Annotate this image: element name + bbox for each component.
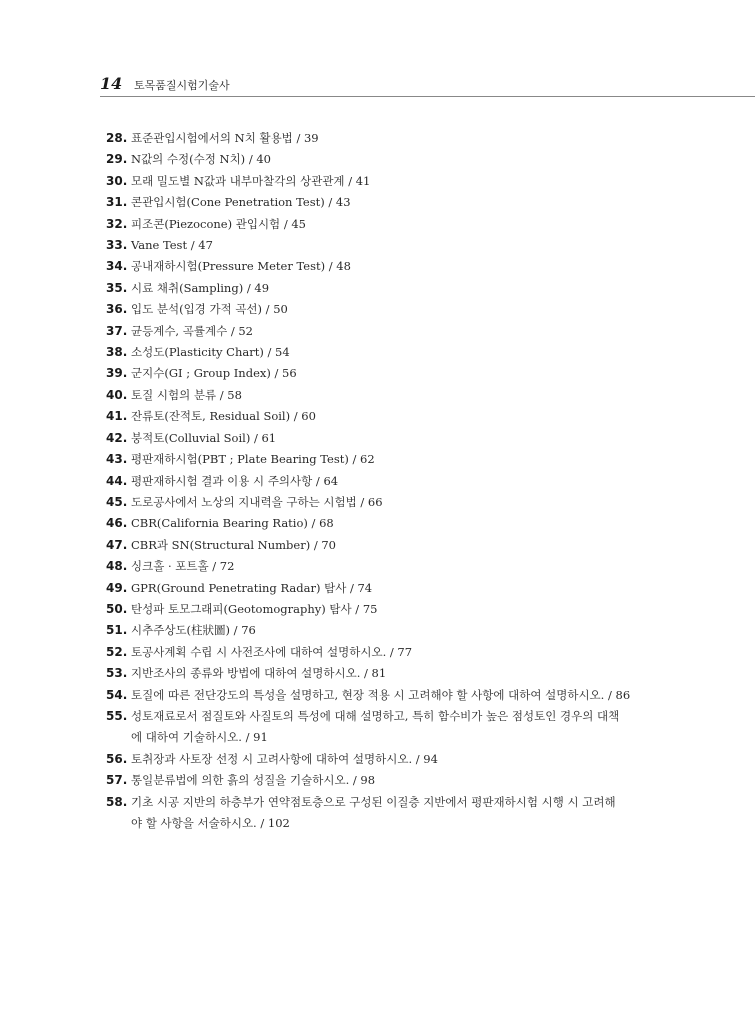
toc-entry[interactable]: [106, 278, 666, 299]
toc-entry-number: 51.: [106, 623, 128, 638]
toc-entry-number: 49.: [106, 580, 128, 595]
toc-entry[interactable]: [106, 642, 666, 663]
toc-entry-title: 입도 분석(입경 가적 곡선) / 50: [131, 302, 288, 317]
toc-entry[interactable]: [106, 599, 666, 620]
toc-entry-title: 싱크홀 · 포트홀 / 72: [131, 559, 235, 574]
toc-entry-number: 57.: [106, 773, 128, 788]
toc-entry[interactable]: [106, 792, 666, 835]
toc-entry[interactable]: [106, 171, 666, 192]
toc-entry-number: 38.: [106, 345, 128, 360]
toc-entry-title: 평판재하시험 결과 이용 시 주의사항 / 64: [131, 473, 339, 488]
header-divider: [100, 96, 755, 97]
toc-entry[interactable]: [106, 513, 666, 534]
toc-entry-number: 56.: [106, 751, 128, 766]
toc-entry-number: 35.: [106, 280, 128, 295]
toc-entry-title: 표준관입시험에서의 N치 활용법 / 39: [131, 131, 319, 145]
toc-entry[interactable]: [106, 685, 666, 706]
toc-entry[interactable]: [106, 449, 666, 470]
toc-entry-title: 콘관입시험(Cone Penetration Test) / 43: [131, 195, 351, 210]
toc-entry-title: 소성도(Plasticity Chart) / 54: [131, 345, 290, 360]
toc-entry-number: 47.: [106, 537, 128, 552]
toc-entry-number: 55.: [106, 708, 128, 723]
toc-entry[interactable]: [106, 749, 666, 770]
toc-entry-number: 43.: [106, 452, 128, 467]
toc-entry-number: 40.: [106, 387, 128, 402]
toc-entry[interactable]: [106, 706, 666, 749]
toc-entry-title: 토질 시험의 분류 / 58: [131, 387, 242, 402]
table-of-contents: [106, 128, 666, 834]
toc-entry-title: 공내재하시험(Pressure Meter Test) / 48: [131, 259, 351, 274]
toc-entry-number: 46.: [106, 516, 128, 531]
toc-entry-number: 48.: [106, 559, 128, 574]
toc-entry[interactable]: [106, 770, 666, 791]
toc-entry[interactable]: [106, 363, 666, 384]
toc-entry-title: 탄성파 토모그래피(Geotomography) 탐사 / 75: [131, 601, 378, 616]
toc-entry[interactable]: [106, 299, 666, 320]
toc-entry-number: 41.: [106, 409, 128, 424]
toc-entry-title: 피조콘(Piezocone) 관입시험 / 45: [131, 216, 306, 231]
toc-entry[interactable]: [106, 256, 666, 277]
page-number: 14: [100, 74, 123, 93]
toc-entry-title: GPR(Ground Penetrating Radar) 탐사 / 74: [131, 580, 373, 595]
toc-entry-number: 58.: [106, 794, 128, 809]
toc-entry-number: 53.: [106, 666, 128, 681]
toc-entry-title: 군지수(GI ; Group Index) / 56: [131, 366, 297, 381]
toc-entry[interactable]: [106, 149, 666, 170]
toc-entry-title: 시료 채취(Sampling) / 49: [131, 280, 270, 295]
toc-entry-number: 42.: [106, 430, 128, 445]
page-header: [100, 74, 230, 96]
toc-entry[interactable]: [106, 128, 666, 149]
toc-entry[interactable]: [106, 535, 666, 556]
toc-entry[interactable]: [106, 406, 666, 427]
toc-entry-title: 평판재하시험(PBT ; Plate Bearing Test) / 62: [131, 452, 375, 467]
toc-entry-number: 36.: [106, 302, 128, 317]
toc-entry-title: 토공사계획 수립 시 사전조사에 대하여 설명하시오. / 77: [131, 644, 413, 659]
toc-entry-number: 33.: [106, 238, 128, 253]
toc-entry-number: 37.: [106, 323, 128, 338]
toc-entry[interactable]: [106, 342, 666, 363]
toc-entry-title: 지반조사의 종류와 방법에 대하여 설명하시오. / 81: [131, 666, 387, 681]
toc-entry-title: 성토재료로서 점질토와 사질토의 특성에 대해 설명하고, 특히 함수비가 높은 점성토인 경우의 대책 에 대하여 기술하시오. / 91: [131, 708, 620, 745]
toc-entry-title: CBR(California Bearing Ratio) / 68: [131, 516, 334, 531]
toc-entry[interactable]: [106, 428, 666, 449]
toc-entry[interactable]: [106, 620, 666, 641]
toc-entry[interactable]: [106, 471, 666, 492]
book-title: 토목품질시험기술사: [134, 79, 230, 92]
toc-entry-title: Vane Test / 47: [131, 238, 213, 253]
toc-entry-number: 31.: [106, 195, 128, 210]
toc-entry[interactable]: [106, 385, 666, 406]
toc-entry-number: 32.: [106, 216, 128, 231]
toc-entry-title: 통일분류법에 의한 흙의 성질을 기술하시오. / 98: [131, 773, 376, 788]
toc-entry-number: 44.: [106, 473, 128, 488]
toc-entry-number: 52.: [106, 644, 128, 659]
toc-entry-title: N값의 수정(수정 N치) / 40: [131, 152, 271, 167]
toc-entry-title: CBR과 SN(Structural Number) / 70: [131, 537, 337, 552]
toc-entry[interactable]: [106, 321, 666, 342]
toc-entry[interactable]: [106, 492, 666, 513]
toc-entry-number: 28.: [106, 131, 128, 145]
toc-entry-number: 54.: [106, 687, 128, 702]
toc-entry-number: 39.: [106, 366, 128, 381]
toc-entry-title: 균등계수, 곡률계수 / 52: [131, 323, 254, 338]
toc-entry-number: 45.: [106, 494, 128, 509]
toc-entry-title: 도로공사에서 노상의 지내력을 구하는 시험법 / 66: [131, 494, 383, 509]
toc-entry-title: 모래 밀도별 N값과 내부마찰각의 상관관계 / 41: [131, 173, 371, 188]
toc-entry-number: 29.: [106, 152, 128, 167]
toc-entry-title: 시추주상도(柱狀圖) / 76: [131, 623, 256, 638]
toc-entry-title: 붕적토(Colluvial Soil) / 61: [131, 430, 277, 445]
toc-entry-number: 34.: [106, 259, 128, 274]
toc-entry[interactable]: [106, 663, 666, 684]
toc-entry-title: 잔류토(잔적토, Residual Soil) / 60: [131, 409, 316, 424]
toc-entry[interactable]: [106, 192, 666, 213]
toc-entry-title: 기초 시공 지반의 하층부가 연약점토층으로 구성된 이질층 지반에서 평판재하시험 시행 시 고려해 야 할 사항을 서술하시오. / 102: [131, 794, 616, 830]
toc-entry-number: 30.: [106, 173, 128, 188]
toc-entry[interactable]: [106, 578, 666, 599]
toc-entry-number: 50.: [106, 601, 128, 616]
toc-entry-title: 토질에 따른 전단강도의 특성을 설명하고, 현장 적용 시 고려해야 할 사항에 대하여 설명하시오. / 86: [131, 687, 631, 702]
toc-entry[interactable]: [106, 235, 666, 256]
toc-entry[interactable]: [106, 214, 666, 235]
toc-entry-title: 토취장과 사토장 선정 시 고려사항에 대하여 설명하시오. / 94: [131, 751, 438, 766]
toc-entry[interactable]: [106, 556, 666, 577]
